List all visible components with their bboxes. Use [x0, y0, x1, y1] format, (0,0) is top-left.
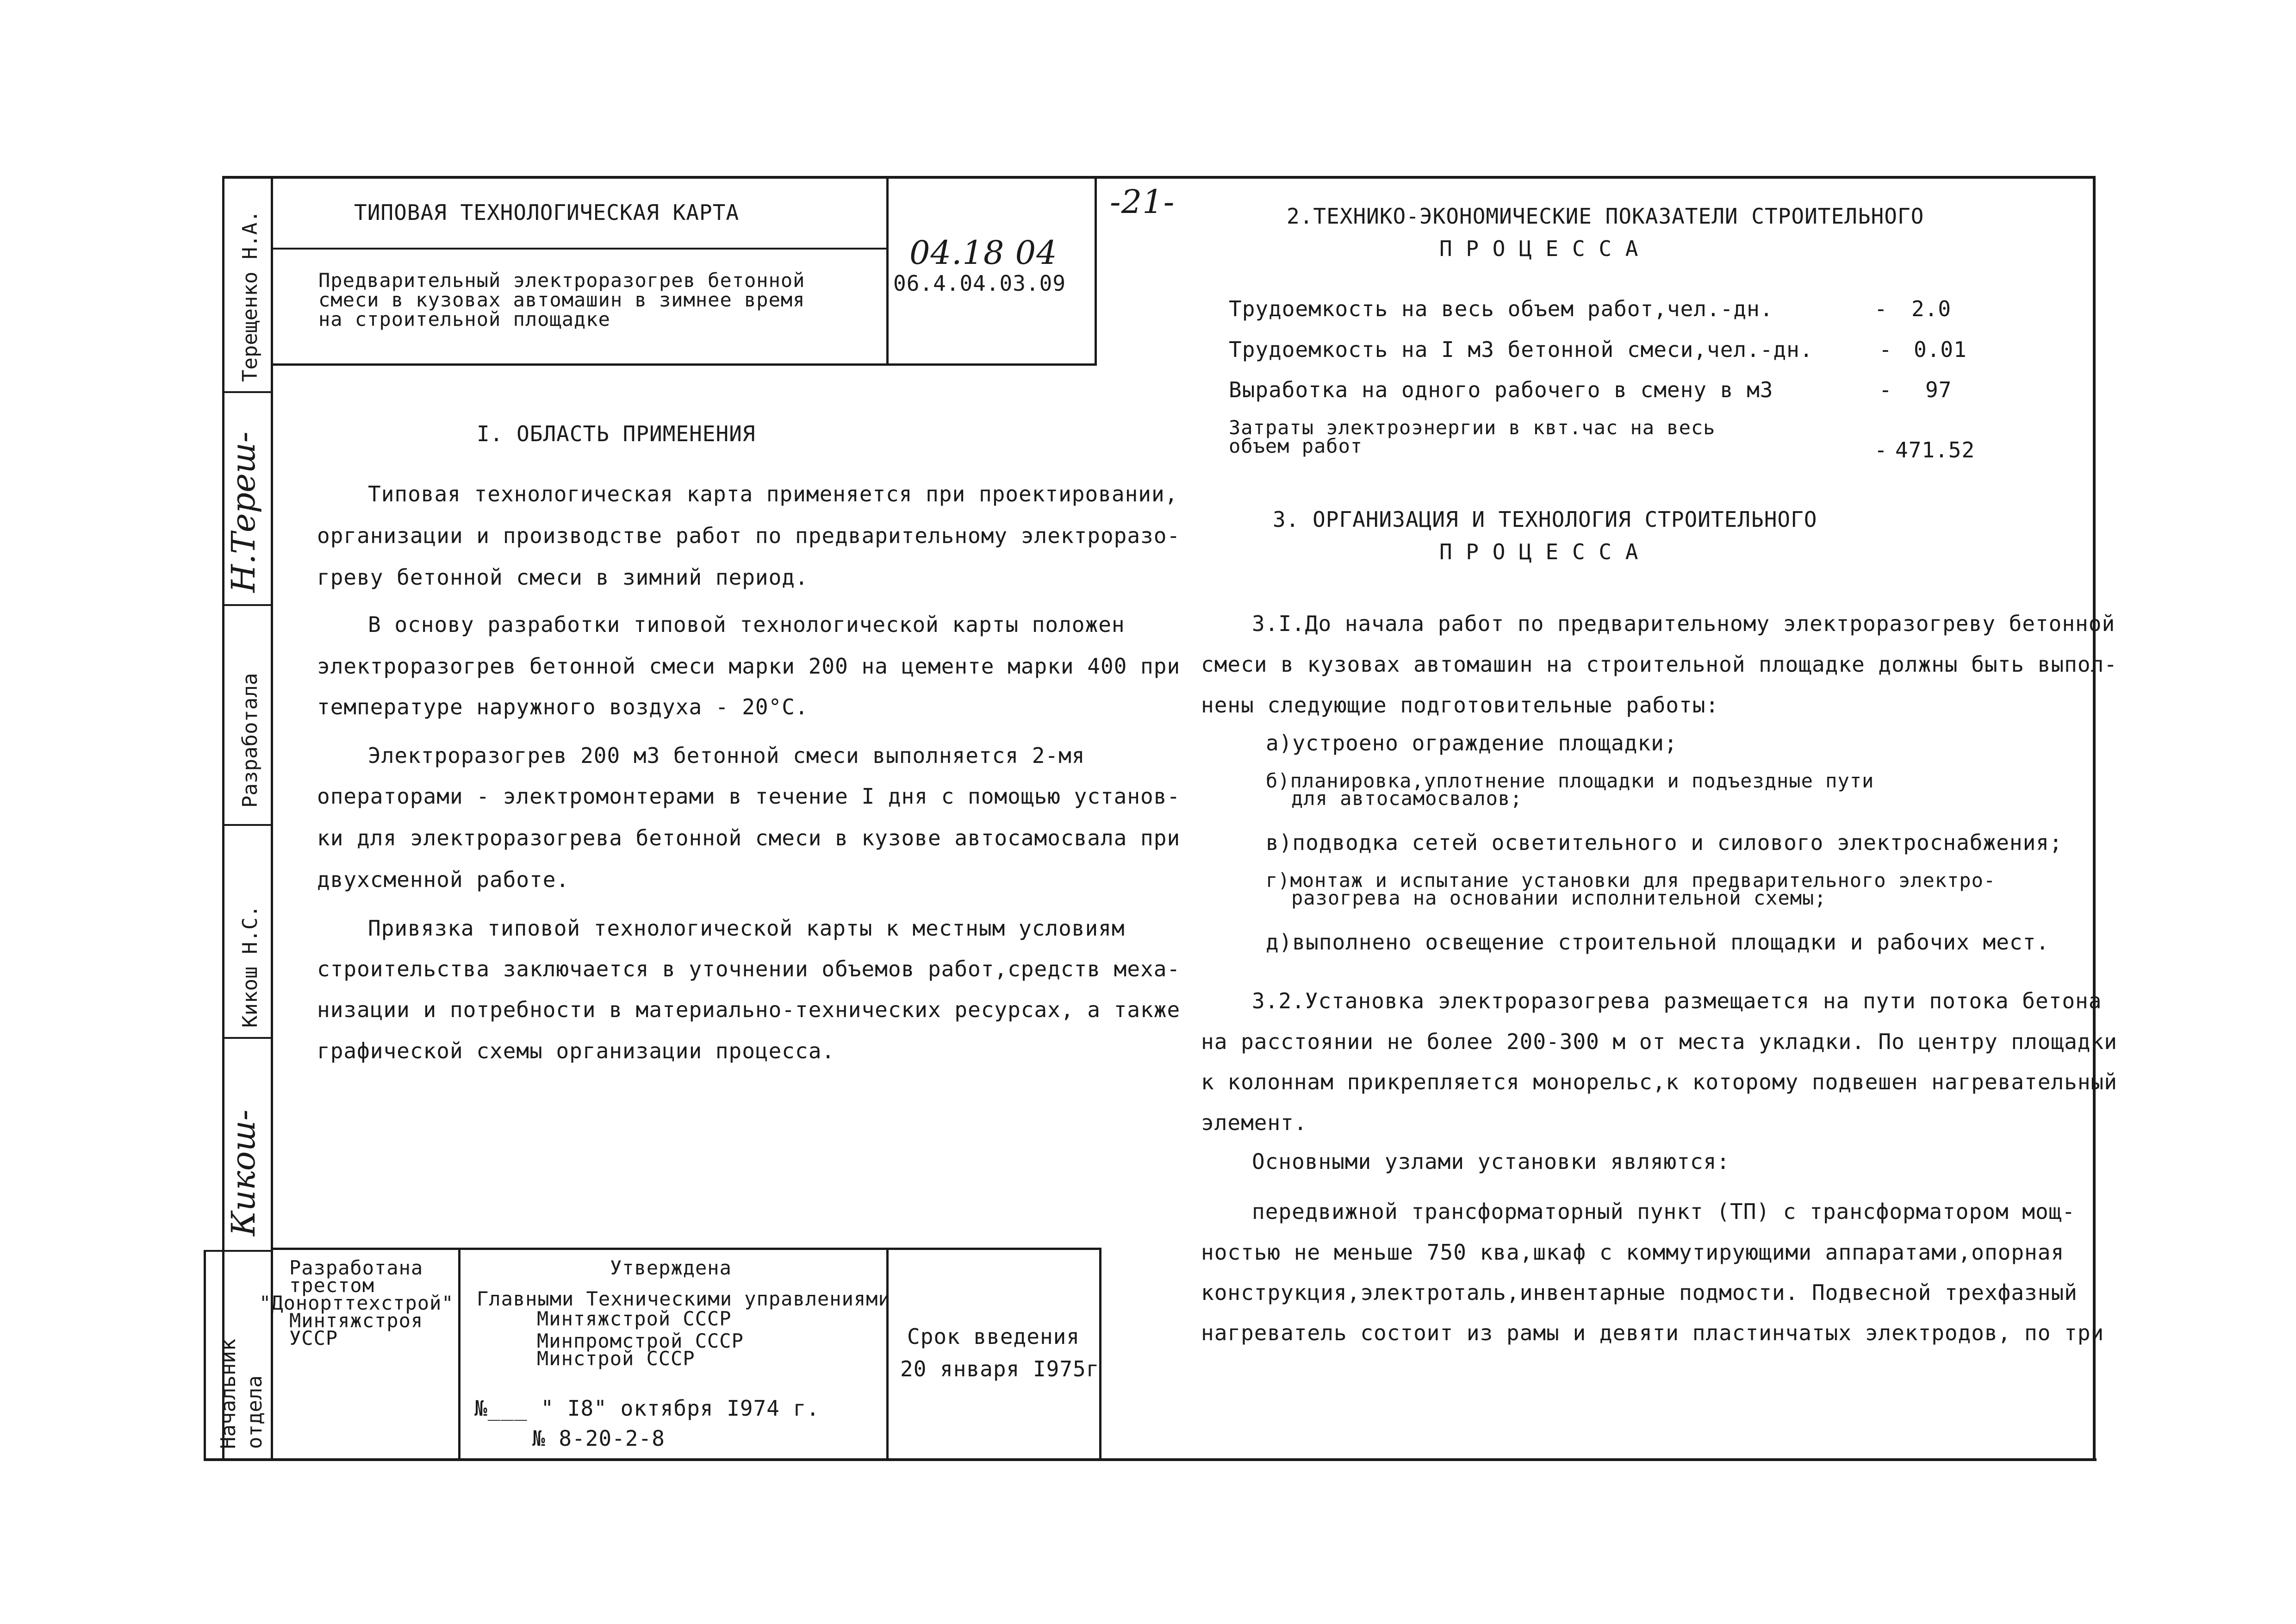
- stamp-title-divider: [271, 248, 886, 250]
- section3-p4-line: конструкция,электроталь,инвентарные подмости. Подвесной трехфазный: [1201, 1280, 2078, 1305]
- footer-developed-by: "Донорттехстрой": [259, 1292, 454, 1314]
- signature-1: Н.Тереш-: [224, 431, 262, 593]
- section1-line: электроразогрев бетонной смеси марки 200 на цементе марки 400 при: [317, 654, 1181, 679]
- stamp-subtitle-line: на строительной площадке: [318, 308, 610, 331]
- section3-item: б)планировка,уплотнение площадки и подъездные пути: [1266, 769, 1874, 792]
- indicator-value: 2.0: [1911, 296, 1952, 321]
- section1-line: графической схемы организации процесса.: [317, 1038, 835, 1063]
- section1-line: двухсменной работе.: [317, 867, 570, 892]
- section3-p1-line: смеси в кузовах автомашин на строительной площадке должны быть выпол-: [1201, 652, 2117, 677]
- side-label-head-2: отдела: [243, 1375, 267, 1449]
- section2-heading2: П Р О Ц Е С С А: [1439, 236, 1639, 261]
- indicator-label: Трудоемкость на весь объем работ,чел.-дн.: [1229, 296, 1773, 321]
- section3-p4-line: ностью не меньше 750 ква,шкаф с коммутирующими аппаратами,опорная: [1201, 1240, 2065, 1265]
- footer-approved-by: Главными Техническими управлениями: [477, 1287, 890, 1310]
- section1-line: Привязка типовой технологической карты к местным условиям: [368, 916, 1125, 941]
- section1-line: Типовая технологическая карта применяется при проектировании,: [368, 481, 1178, 506]
- stamp-subtitle-line: Предварительный электроразогрев бетонной: [318, 269, 805, 292]
- footer-approved-by: Минстрой СССР: [537, 1347, 695, 1370]
- stamp-code: 06.4.04.03.09: [893, 271, 1066, 296]
- section1-line: организации и производстве работ по предварительному электроразо-: [317, 523, 1181, 548]
- section3-item: в)подводка сетей осветительного и силового электроснабжения;: [1266, 830, 2063, 855]
- side-divider: [204, 1250, 273, 1252]
- footer-divider: [458, 1248, 460, 1461]
- section2-heading: 2.ТЕХНИКО-ЭКОНОМИЧЕСКИЕ ПОКАЗАТЕЛИ СТРОИТЕЛЬНОГО: [1287, 204, 1924, 229]
- section3-p3: Основными узлами установки являются:: [1252, 1149, 1730, 1174]
- stamp-right-divider: [1095, 176, 1097, 366]
- side-divider: [222, 604, 273, 606]
- section3-item: д)выполнено освещение строительной площадки и рабочих мест.: [1266, 930, 2049, 955]
- section3-heading: 3. ОРГАНИЗАЦИЯ И ТЕХНОЛОГИЯ СТРОИТЕЛЬНОГО: [1273, 507, 1817, 532]
- footer-approved-by: Минтяжстрой СССР: [537, 1307, 732, 1330]
- footer-decree-number: № 8-20-2-8: [532, 1426, 665, 1451]
- footer-top-border: [271, 1248, 1101, 1250]
- side-label-developed: Разработала: [238, 673, 262, 808]
- section1-heading: I. ОБЛАСТЬ ПРИМЕНЕНИЯ: [477, 421, 756, 446]
- section3-p2-line: элемент.: [1201, 1110, 1307, 1135]
- indicator-dash: -: [1879, 377, 1892, 402]
- section3-p2-line: к колоннам прикрепляется монорельс,к которому подвешен нагревательный: [1201, 1069, 2117, 1094]
- side-column-right-border: [271, 176, 273, 1461]
- indicator-label-cont: объем работ: [1229, 435, 1363, 457]
- section3-heading2: П Р О Ц Е С С А: [1439, 539, 1639, 564]
- indicator-label: Затраты электроэнергии в квт.час на весь: [1229, 416, 1716, 439]
- section3-p4-line: передвижной трансформаторный пункт (ТП) с трансформатором мощ-: [1252, 1199, 2076, 1224]
- stamp-title: ТИПОВАЯ ТЕХНОЛОГИЧЕСКАЯ КАРТА: [354, 200, 740, 225]
- side-left-outer: [204, 1250, 206, 1461]
- side-column-left-border: [222, 176, 224, 1461]
- footer-developed-by: трестом: [289, 1274, 375, 1297]
- footer-effective-date: 20 января I975г: [900, 1356, 1100, 1381]
- footer-approved-by: Минпромстрой СССР: [537, 1330, 744, 1352]
- indicator-dash: -: [1874, 437, 1887, 462]
- section3-item: г)монтаж и испытание установки для предварительного электро-: [1266, 869, 1996, 892]
- side-person2: Кикош Н.С.: [238, 905, 262, 1028]
- footer-decree-line: №___ " I8" октября I974 г.: [474, 1396, 820, 1421]
- side-divider: [222, 824, 273, 826]
- indicator-value: 0.01: [1914, 337, 1967, 362]
- section3-p2-line: 3.2.Установка электроразогрева размещается на пути потока бетона: [1252, 988, 2102, 1013]
- indicator-dash: -: [1874, 296, 1887, 321]
- footer-developed-by: Минтяжстроя: [289, 1309, 423, 1332]
- section3-item: для автосамосвалов;: [1291, 787, 1523, 810]
- indicator-label: Трудоемкость на I м3 бетонной смеси,чел.-дн.: [1229, 337, 1813, 362]
- stamp-code-divider: [886, 176, 889, 366]
- indicator-value: 97: [1925, 377, 1952, 402]
- indicator-value: 471.52: [1895, 437, 1975, 462]
- section3-item: разогрева на основании исполнительной схемы;: [1291, 887, 1827, 909]
- page-number: -21-: [1110, 183, 1175, 221]
- section1-line: ки для электроразогрева бетонной смеси в кузове автосамосвала при: [317, 825, 1181, 850]
- section1-line: Электроразогрев 200 м3 бетонной смеси выполняется 2-мя: [368, 743, 1085, 768]
- stamp-subtitle-line: смеси в кузовах автомашин в зимнее время: [318, 288, 805, 311]
- footer-approved-title: Утверждена: [610, 1256, 732, 1279]
- frame-top-border: [222, 176, 2094, 179]
- section3-item: а)устроено ограждение площадки;: [1266, 731, 1678, 756]
- section1-line: операторами - электромонтерами в течение I дня с помощью установ-: [317, 784, 1181, 809]
- stamp-handwritten-code: 04.18 04: [909, 234, 1058, 272]
- footer-divider: [886, 1248, 889, 1461]
- stamp-bottom-border: [271, 363, 1097, 366]
- frame-right-border: [2093, 176, 2096, 1461]
- footer-developed-by: Разработана: [289, 1256, 423, 1279]
- section3-p4-line: нагреватель состоит из рамы и девяти пластинчатых электродов, по три: [1201, 1320, 2104, 1345]
- indicator-dash: -: [1879, 337, 1892, 362]
- section1-line: греву бетонной смеси в зимний период.: [317, 565, 809, 590]
- section1-line: строительства заключается в уточнении объемов работ,средств меха-: [317, 956, 1181, 981]
- section3-p1-line: 3.I.До начала работ по предварительному электроразогреву бетонной: [1252, 611, 2116, 636]
- side-divider: [222, 391, 273, 393]
- signature-2: Кикош-: [224, 1109, 262, 1236]
- side-label-head-1: Начальник: [217, 1338, 240, 1449]
- section1-line: низации и потребности в материально-технических ресурсах, а также: [317, 997, 1181, 1022]
- footer-effective-label: Срок введения: [907, 1324, 1080, 1349]
- section3-p1-line: нены следующие подготовительные работы:: [1201, 693, 1719, 718]
- section1-line: В основу разработки типовой технологической карты положен: [368, 612, 1125, 637]
- footer-developed-by: УССР: [289, 1327, 338, 1349]
- section1-line: температуре наружного воздуха - 20°С.: [317, 694, 809, 719]
- side-divider: [222, 1037, 273, 1039]
- side-person1: Терещенко Н.А.: [238, 210, 262, 382]
- footer-divider: [1099, 1248, 1101, 1461]
- frame-bottom-border: [204, 1458, 2097, 1461]
- section3-p2-line: на расстоянии не более 200-300 м от места укладки. По центру площадки: [1201, 1029, 2117, 1054]
- indicator-label: Выработка на одного рабочего в смену в м3: [1229, 377, 1773, 402]
